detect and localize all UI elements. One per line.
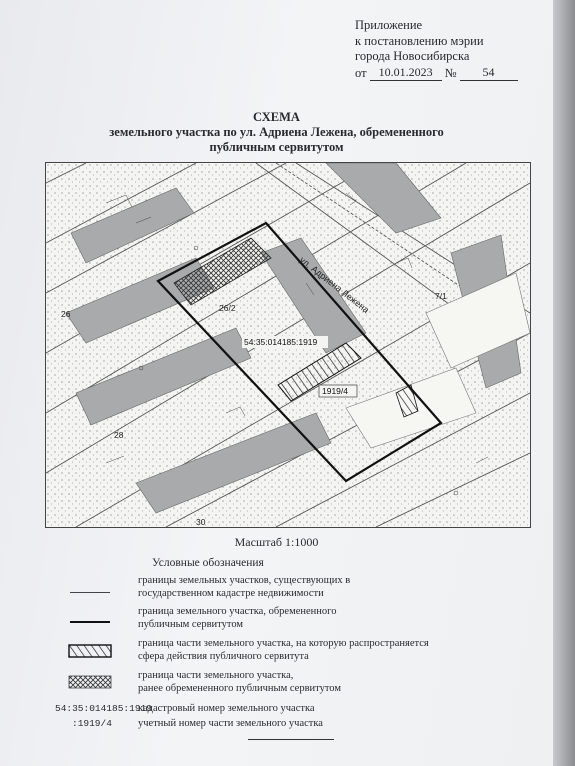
legend-item-4-line-2: ранее обремененного публичным сервитутом: [138, 682, 341, 694]
plot-label-26: 26: [61, 309, 71, 319]
legend-item-1-line-1: границы земельных участков, существующих в: [138, 575, 351, 586]
legend-thin-line-symbol: [70, 592, 110, 593]
plot-label-26-2: 26/2: [219, 303, 236, 313]
map-drawing: [46, 163, 530, 527]
cadastral-map: [45, 162, 531, 528]
legend-item-1-line-2: государственном кадастре недвижимости: [138, 587, 324, 599]
plot-label-30: 30: [196, 517, 206, 527]
legend-item-3-line-2: сфера действия публичного сервитута: [138, 650, 309, 662]
appendix-line-2: к постановлению мэрии: [355, 33, 484, 48]
street-label: ул. Адриена Лежена: [297, 254, 372, 315]
legend-item-2-line-2: публичным сервитутом: [138, 618, 244, 630]
appendix-line-1: Приложение: [355, 18, 423, 32]
legend-item-4-line-1: граница части земельного участка,: [138, 670, 294, 681]
appendix-header: [355, 18, 521, 81]
scheme-title: СХЕМА: [253, 110, 300, 124]
appendix-line-3: города Новосибирска: [355, 49, 470, 63]
map-scale: Масштаб 1:1000: [234, 535, 319, 549]
date-value: 10.01.2023: [370, 65, 442, 82]
plot-label-7-1: 7/1: [435, 291, 447, 301]
part-number-label: 1919/4: [322, 386, 348, 396]
legend-cadastral-code: 54:35:014185:1919: [55, 703, 152, 714]
plot-label-28: 28: [114, 430, 124, 440]
legend-item-3-line-1: граница части земельного участка, на которую распространяется: [138, 638, 429, 649]
legend-thick-line-symbol: [70, 621, 110, 623]
scheme-subtitle-2: публичным сервитутом: [209, 140, 344, 154]
legend-part-code: :1919/4: [72, 718, 112, 729]
legend-item-2-line-1: граница земельного участка, обремененного: [138, 606, 337, 617]
legend-crosshatch-symbol: [68, 675, 112, 689]
date-prefix: от: [355, 65, 367, 80]
legend-title: Условные обозначения: [152, 557, 264, 569]
legend-item-1: [138, 575, 350, 600]
closing-line: [248, 739, 334, 740]
number-value: 54: [460, 65, 518, 82]
number-prefix: №: [444, 65, 457, 80]
page-edge: [553, 0, 575, 766]
scheme-subtitle-1: земельного участка по ул. Адриена Лежена, обремененного: [109, 125, 444, 139]
legend-item-6: учетный номер части земельного участка: [138, 718, 323, 729]
legend-item-2: [138, 606, 336, 631]
legend-item-3: [138, 638, 429, 663]
appendix-date-row: [355, 65, 521, 82]
legend-item-4: [138, 670, 341, 695]
legend-item-5: кадастровый номер земельного участка: [138, 703, 315, 714]
legend-hatched-symbol: [68, 644, 112, 658]
cadastral-number-label: 54:35:014185:1919: [244, 337, 318, 347]
